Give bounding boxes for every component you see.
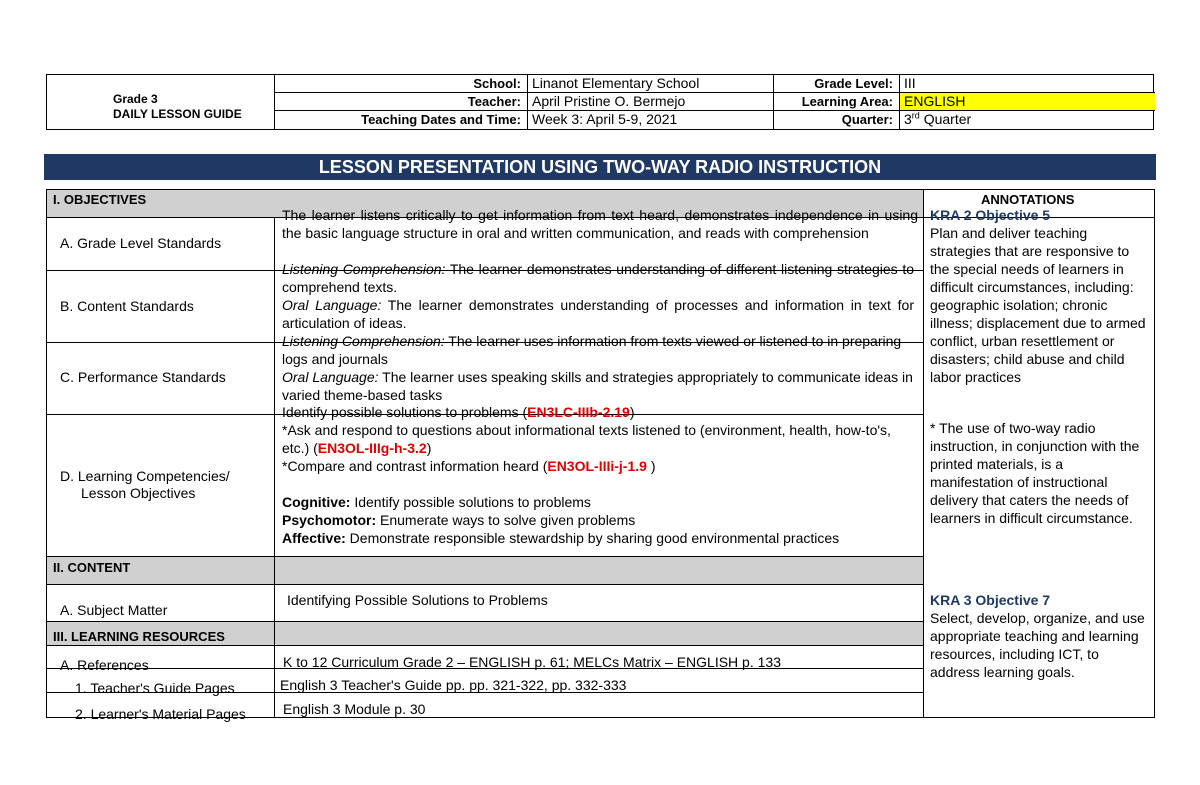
content-ol-text: The learner demonstrates understanding of processes and information in text for articulation of ideas. bbox=[282, 297, 914, 331]
learning-competencies-label: D. Learning Competencies/ bbox=[60, 468, 230, 484]
kra2-annotation bbox=[930, 206, 1150, 386]
annotations-heading: ANNOTATIONS bbox=[981, 192, 1075, 207]
quarter-value bbox=[900, 111, 1155, 129]
content-heading: II. CONTENT bbox=[53, 560, 131, 575]
objectives-heading: I. OBJECTIVES bbox=[53, 192, 147, 207]
grade-level-value: III bbox=[900, 75, 1155, 93]
perf-lc-text: The learner uses information from texts viewed or listened to in preparing logs and journals bbox=[282, 333, 902, 367]
learning-area-label: Learning Area: bbox=[774, 93, 900, 111]
competency-2: *Ask and respond to questions about informational texts listened to (environment, health, how-to's, etc.) ( bbox=[282, 422, 891, 456]
kra2-title: KRA 2 Objective 5 bbox=[930, 207, 1051, 223]
grade-level-label: Grade Level: bbox=[774, 75, 900, 93]
psychomotor-text: Enumerate ways to solve given problems bbox=[376, 512, 636, 528]
grade-level-standards-text: The learner listens critically to get information from text heard, demonstrates independence in using the basic language structure in oral and written communication, and reads with comprehension bbox=[282, 207, 918, 241]
teaching-dates-value: Week 3: April 5-9, 2021 bbox=[528, 111, 774, 129]
content-lc-label: Listening Comprehension: bbox=[282, 261, 446, 277]
daily-lesson-guide-label: DAILY LESSON GUIDE bbox=[113, 107, 242, 121]
resources-heading: III. LEARNING RESOURCES bbox=[53, 629, 225, 644]
school-value: Linanot Elementary School bbox=[528, 75, 774, 93]
affective-label: Affective: bbox=[282, 530, 346, 546]
competency-3: *Compare and contrast information heard ( bbox=[282, 458, 548, 474]
content-ol-label: Oral Language: bbox=[282, 297, 382, 313]
perf-ol-text: The learner uses speaking skills and strategies appropriately to communicate ideas in varied theme-based tasks bbox=[282, 369, 913, 403]
content-standards-label: B. Content Standards bbox=[60, 298, 194, 314]
competency-1-end: ) bbox=[629, 404, 635, 420]
quarter-suffix: rd bbox=[911, 110, 920, 121]
grade-label: Grade 3 bbox=[113, 92, 158, 106]
row-line bbox=[46, 645, 923, 646]
quarter-word: Quarter bbox=[919, 111, 972, 127]
teachers-guide-value: English 3 Teacher's Guide pp. pp. 321-322, pp. 332-333 bbox=[280, 677, 627, 693]
header-guide-cell bbox=[47, 75, 275, 129]
row-line bbox=[46, 621, 923, 622]
annotations-divider bbox=[923, 189, 924, 718]
competency-2-code: EN3OL-IIIg-h-3.2 bbox=[317, 440, 427, 456]
kra2-text: Plan and deliver teaching strategies that are responsive to the special needs of learners in difficult circumstances, including: geographic isolation; chronic illness; displacement due to armed conflict, urban resettlement or disasters; child abuse and child labor practices bbox=[930, 225, 1146, 385]
performance-standards-label: C. Performance Standards bbox=[60, 369, 226, 385]
teaching-dates-label: Teaching Dates and Time: bbox=[275, 111, 528, 129]
learners-material-label: 2. Learner's Material Pages bbox=[75, 706, 246, 722]
lesson-title-banner: LESSON PRESENTATION USING TWO-WAY RADIO INSTRUCTION bbox=[44, 154, 1156, 180]
quarter-number: 3 bbox=[904, 111, 912, 127]
learning-area-value: ENGLISH bbox=[900, 93, 1155, 111]
learners-material-value: English 3 Module p. 30 bbox=[283, 701, 426, 717]
perf-ol-label: Oral Language: bbox=[282, 369, 379, 385]
content-lc-text: The learner demonstrates understanding of different listening strategies to comprehend texts. bbox=[282, 261, 915, 295]
content-standards-text bbox=[282, 260, 914, 332]
cognitive-text: Identify possible solutions to problems bbox=[350, 494, 591, 510]
references-label: A. References bbox=[60, 657, 149, 673]
affective-text: Demonstrate responsible stewardship by sharing good environmental practices bbox=[345, 530, 840, 546]
competency-3-end: ) bbox=[646, 458, 656, 474]
lesson-objectives-label: Lesson Objectives bbox=[81, 485, 196, 501]
row-line bbox=[46, 584, 923, 585]
kra3-annotation bbox=[930, 591, 1150, 681]
row-line bbox=[46, 556, 923, 557]
teacher-value: April Pristine O. Bermejo bbox=[528, 93, 774, 111]
teacher-label: Teacher: bbox=[275, 93, 528, 111]
cognitive-label: Cognitive: bbox=[282, 494, 351, 510]
quarter-label: Quarter: bbox=[774, 111, 900, 129]
grade-level-standards-label: A. Grade Level Standards bbox=[60, 235, 222, 251]
radio-note: * The use of two-way radio instruction, in conjunction with the printed materials, is a manifestation of instructional delivery that caters the needs of learners in difficult circumstance. bbox=[930, 420, 1140, 526]
psychomotor-label: Psychomotor: bbox=[282, 512, 377, 528]
competency-2-end: ) bbox=[426, 440, 432, 456]
perf-lc-label: Listening Comprehension: bbox=[282, 333, 445, 349]
subject-matter-label: A. Subject Matter bbox=[60, 602, 168, 618]
school-label: School: bbox=[275, 75, 528, 93]
kra3-title: KRA 3 Objective 7 bbox=[930, 592, 1051, 608]
competency-1: Identify possible solutions to problems ( bbox=[282, 404, 528, 420]
competencies-text bbox=[282, 403, 912, 547]
label-divider bbox=[274, 217, 275, 718]
performance-standards-text bbox=[282, 332, 918, 404]
competency-3-code: EN3OL-IIIi-j-1.9 bbox=[547, 458, 647, 474]
competency-1-code: EN3LC-IIIb-2.19 bbox=[527, 404, 630, 420]
teachers-guide-label: 1. Teacher's Guide Pages bbox=[75, 680, 235, 696]
subject-matter-value: Identifying Possible Solutions to Problems bbox=[287, 592, 548, 608]
kra3-text: Select, develop, organize, and use appropriate teaching and learning resources, including ICT, to address learning goals. bbox=[930, 610, 1145, 680]
references-value: K to 12 Curriculum Grade 2 – ENGLISH p. 61; MELCs Matrix – ENGLISH p. 133 bbox=[283, 654, 781, 670]
header-box bbox=[46, 74, 1154, 130]
